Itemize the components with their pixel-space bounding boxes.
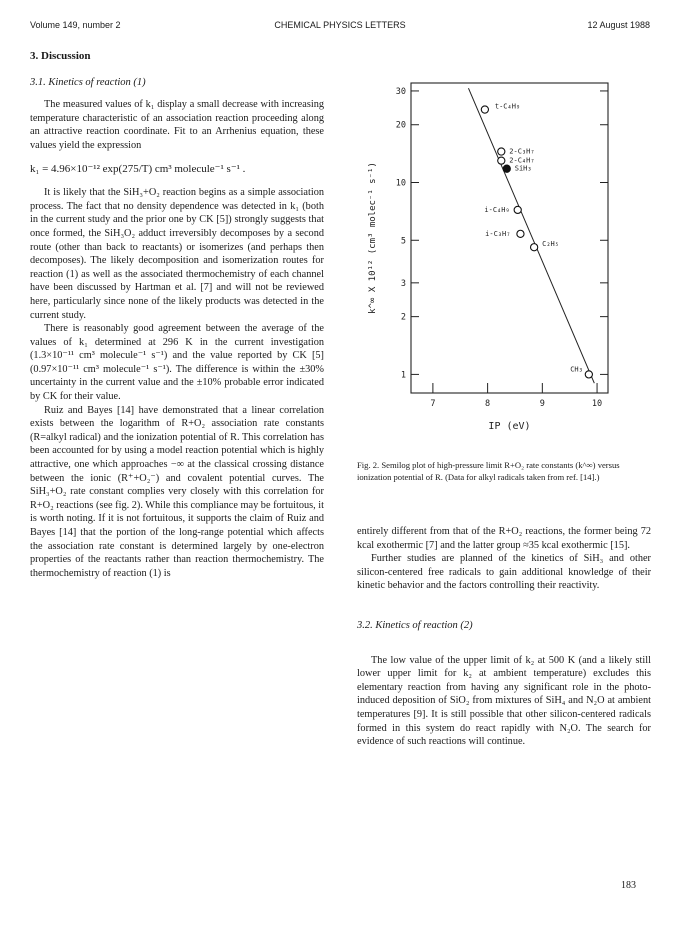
- right-column: [357, 525, 651, 749]
- y-tick-label: 3: [400, 278, 406, 289]
- data-point-label: i-C₃H₇: [485, 229, 511, 238]
- data-point-label: i-C₄H₉: [484, 205, 510, 214]
- paragraph-agreement: There is reasonably good agreement between the average of the values of k₁ determined at 296 K in the current investigation (1.3×10⁻¹¹ cm³ molecule⁻¹ s⁻¹) and the value reported by CK [5] (0.97×10⁻¹¹ cm³ molecule⁻¹ s⁻¹). The difference is within the ±30% uncertainty in the current value and the ±10% probable error indicated by CK for their value.: [30, 323, 324, 403]
- x-tick-label: 8: [485, 399, 491, 409]
- data-point: [498, 157, 505, 164]
- y-tick-label: 10: [395, 178, 406, 189]
- data-point: [498, 148, 505, 155]
- rate-equation: k₁ = 4.96×10⁻¹² exp(275/T) cm³ molecule⁻¹ s⁻¹ .: [30, 162, 246, 175]
- data-point-label: t-C₄H₉: [494, 102, 521, 111]
- figure-2: [353, 75, 653, 450]
- data-point-label: 2-C₄H₇: [509, 156, 535, 165]
- issue-date: 12 August 1988: [587, 20, 650, 30]
- data-point: [481, 106, 488, 113]
- data-point: [514, 206, 521, 213]
- paragraph-reaction-2: The low value of the upper limit of k₂ at 500 K (and a likely still lower upper limit for k₂ at ambient temperature) excludes this elementary reaction from having any significant role in the photo-induced deposition of SiO₂ from mixtures of SiH₄ and N₂O at ambient temperatures [9]. It is still possible that other silicon-centered radicals formed in this system do react rapidly with N₂O. The search for evidence of such reactions will continue.: [357, 654, 651, 748]
- section-title: 3. Discussion: [30, 50, 91, 62]
- data-point-label: SiH₃: [514, 164, 532, 173]
- y-tick-label: 5: [400, 236, 406, 247]
- journal-title: CHEMICAL PHYSICS LETTERS: [274, 20, 406, 30]
- x-axis-label: IP (eV): [488, 421, 531, 432]
- x-tick-label: 10: [591, 399, 603, 409]
- paragraph-association: It is likely that the SiH₃+O₂ reaction begins as a simple association process. The fact that no density dependence was detected in k₁ (both in the current study and the prior one by CK [5]) strongly suggests that once formed, the SiH₃O₂ adduct irreversibly decomposes by a second route (other than back to reactants) or isomerizes (and perhaps then decomposes). The likely decomposition and isomerization routes for reaction (1) as well as the associated thermochemistry of each channel have been discussed by Hartman et al. [7] and will not be reviewed here, particularly since none of the likely products was detected in the current study.: [30, 187, 324, 321]
- y-tick-label: 20: [395, 120, 406, 131]
- data-point: [585, 371, 592, 378]
- x-tick-label: 7: [430, 399, 436, 409]
- page-number: 183: [621, 880, 636, 891]
- left-column: [30, 50, 324, 580]
- paragraph-thermochemistry: entirely different from that of the R+O₂ reactions, the former being 72 kcal exothermic [7] and the latter group ≈35 kcal exothermic [15].: [357, 526, 651, 551]
- data-point-label: CH₃: [570, 365, 583, 374]
- subsection-title-2: 3.2. Kinetics of reaction (2): [357, 619, 473, 631]
- page-header: [30, 20, 650, 34]
- data-point: [503, 165, 510, 172]
- y-tick-label: 2: [400, 312, 406, 323]
- subsection-title-1: 3.1. Kinetics of reaction (1): [30, 76, 146, 88]
- y-tick-label: 30: [395, 86, 406, 97]
- semilog-plot: [353, 75, 653, 450]
- y-axis-label: k^∞ X 10¹² (cm³ molec⁻¹ s⁻¹): [368, 162, 378, 314]
- data-point: [517, 230, 524, 237]
- figure-caption: Fig. 2. Semilog plot of high-pressure limit R+O₂ rate constants (k^∞) versus ionization potential of R. (Data for alkyl radicals taken from ref. [14].): [357, 460, 620, 482]
- data-point-label: C₂H₅: [542, 240, 559, 249]
- x-tick-label: 9: [539, 399, 545, 409]
- journal-volume: Volume 149, number 2: [30, 20, 121, 30]
- paragraph-correlation: Ruiz and Bayes [14] have demonstrated that a linear correlation exists between the logarithm of R+O₂ association rate constants (R=alkyl radical) and the ionization potential of R. This correlation has been accounted for by using a model reaction potential which is highly attractive, one which approaches −∞ at the classical crossing distance between the ionic (R⁺+O₂⁻) and covalent potential curves. The SiH₃+O₂ rate constant complies very closely with this correlation for R+O₂ reactions (see fig. 2). While this compliance may be fortuitous, it is worth noting. If it is not fortuitous, it supports the claim of Ruiz and Bayes [14] that the portion of the long-range potential which affects the association rate constant is determined largely by one-electron properties of the reactants rather than reaction thermochemistry. The thermochemistry of reaction (1) is: [30, 404, 325, 579]
- paragraph-arrhenius: The measured values of k₁ display a small decrease with increasing temperature characteristic of an association reaction proceeding along an attractive reaction coordinate. Fit to an Arrhenius equation, these values yield the expression: [30, 99, 324, 151]
- paragraph-further-studies: Further studies are planned of the kinetics of SiH₃ and other silicon-centered free radicals to gain additional knowledge of their kinetic behavior and the factors controlling their reactivity.: [357, 553, 651, 592]
- y-tick-label: 1: [400, 370, 406, 381]
- data-point: [531, 244, 538, 251]
- data-point-label: 2-C₃H₇: [509, 147, 535, 156]
